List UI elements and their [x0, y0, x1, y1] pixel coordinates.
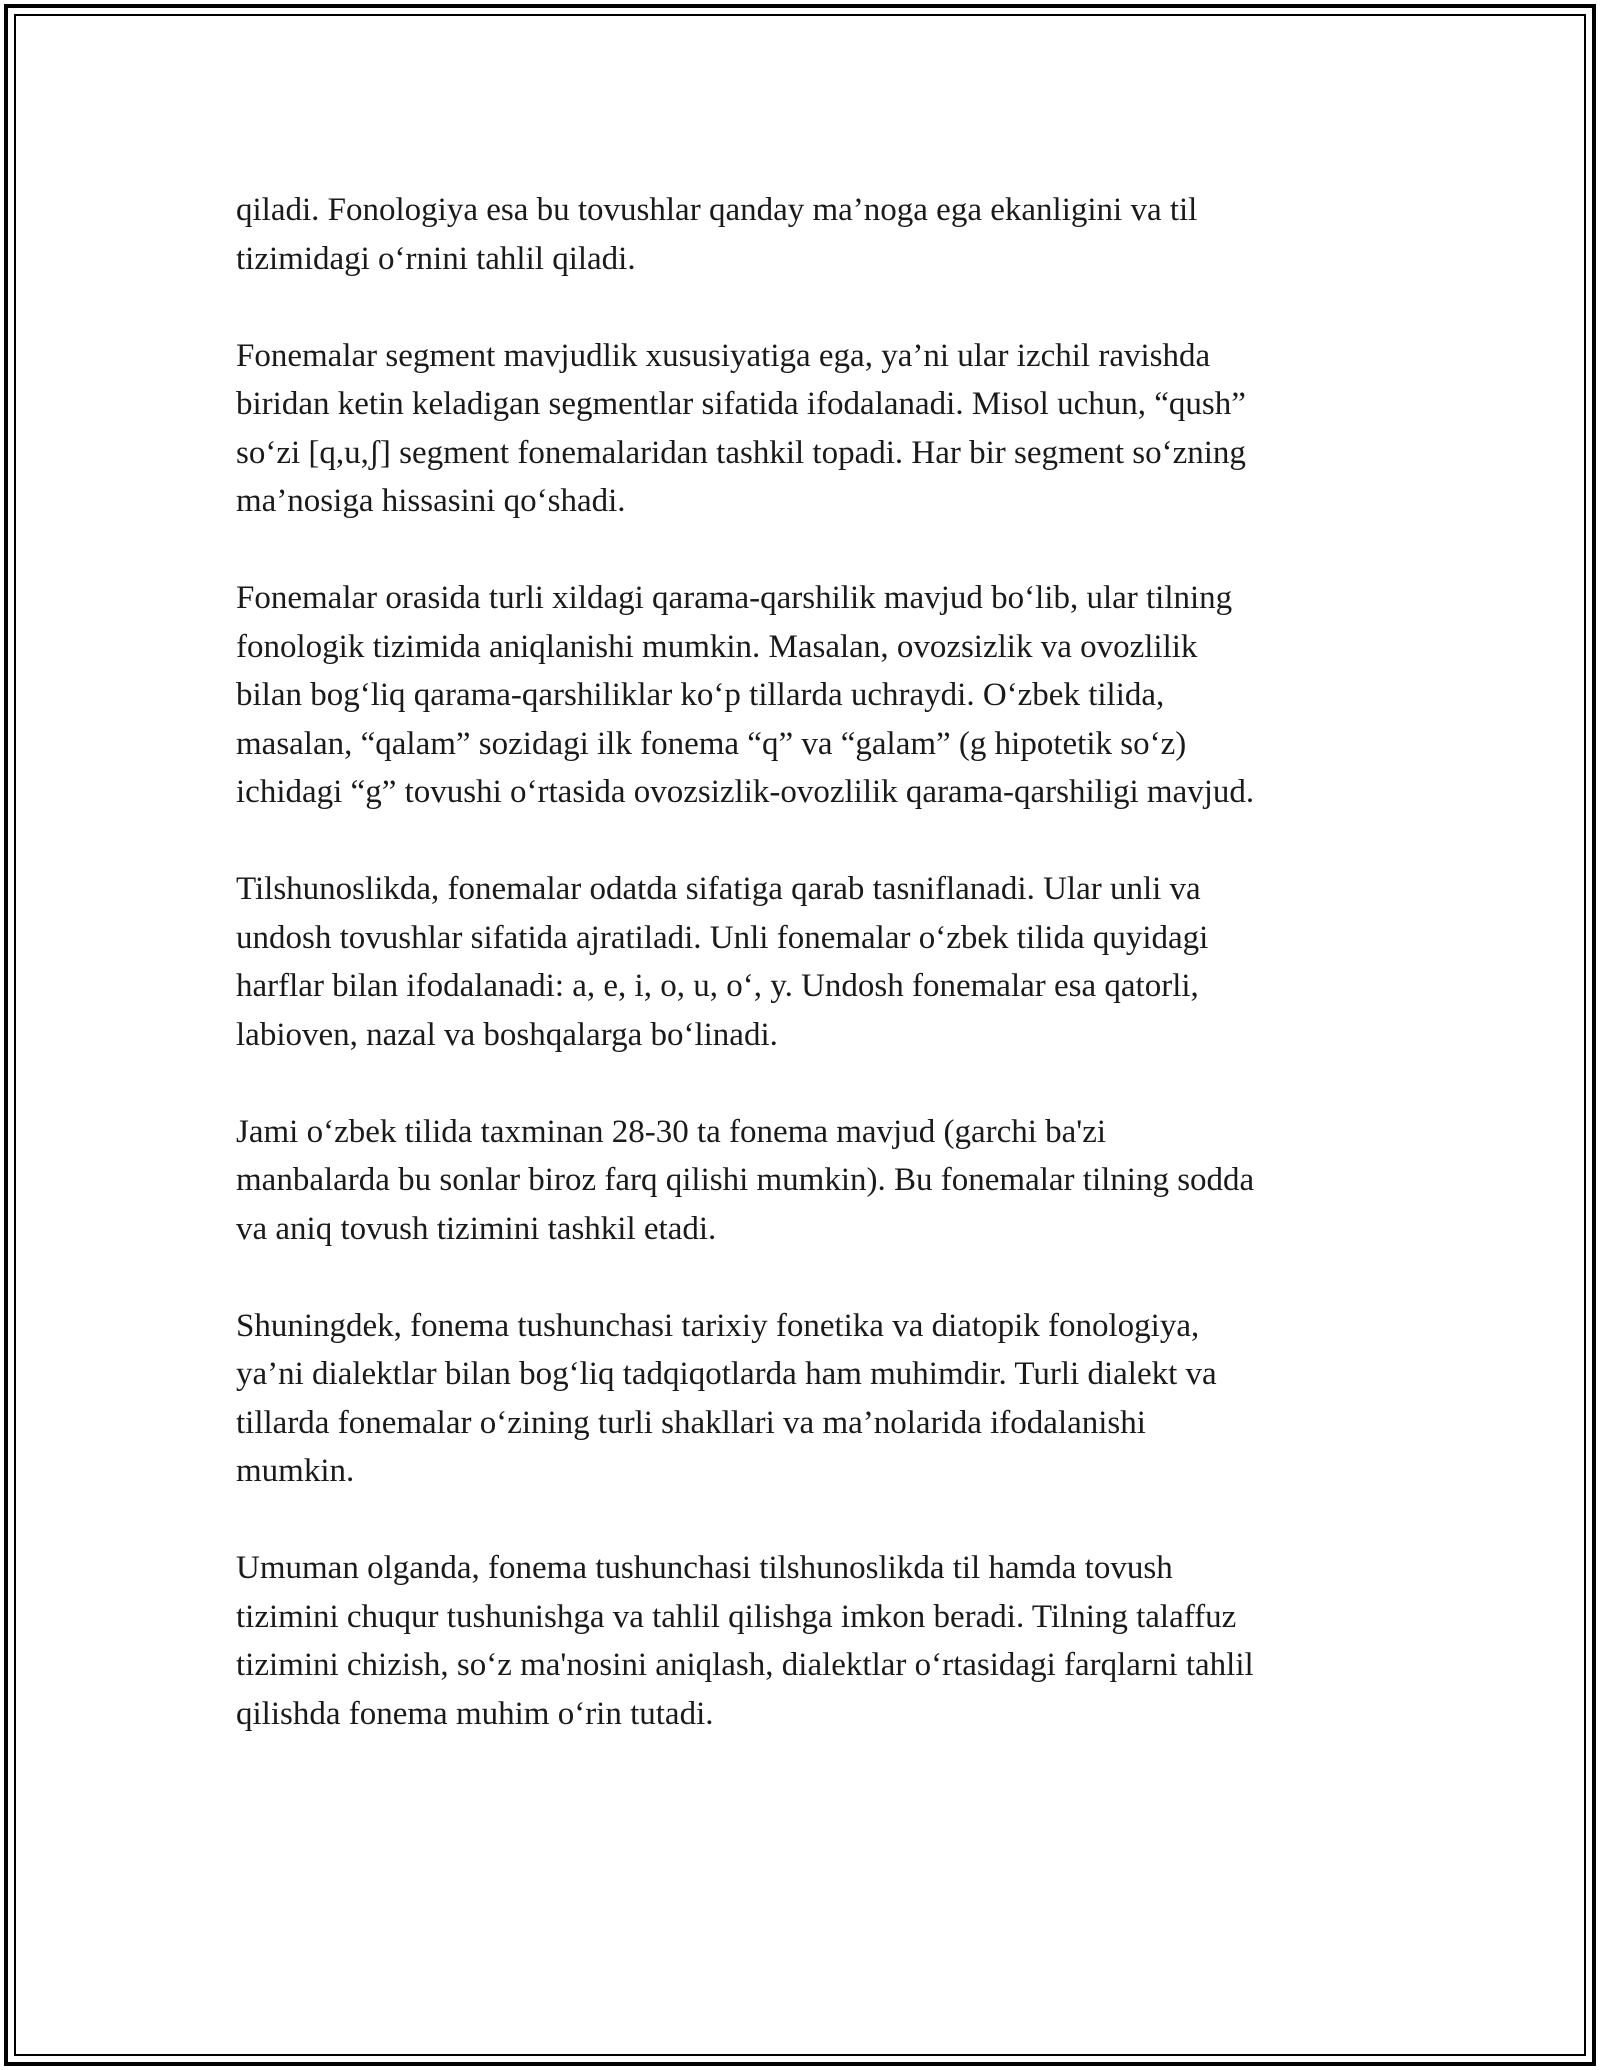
text-line: Shuningdek, fonema tushunchasi tarixiy fonetika va diatopik fonologiya,	[236, 1307, 1200, 1344]
text-line: manbalarda bu sonlar biroz farq qilishi mumkin). Bu fonemalar tilning sodda	[236, 1162, 1255, 1198]
paragraph-2	[236, 332, 1386, 526]
text-line: qiladi. Fonologiya esa bu tovushlar qanday ma’noga ega ekanligini va til	[236, 192, 1198, 228]
paragraph-7	[236, 1544, 1386, 1738]
text-line: va aniq tovush tizimini tashkil etadi.	[236, 1210, 717, 1247]
document-body	[236, 186, 1386, 1787]
text-line: so‘zi [q,u,ʃ] segment fonemalaridan tashkil topadi. Har bir segment so‘zning	[236, 434, 1246, 471]
paragraph-5	[236, 1108, 1386, 1254]
text-line: harflar bilan ifodalanadi: a, e, i, o, u, o‘, y. Undosh fonemalar esa qatorli,	[236, 968, 1199, 1004]
text-line: ma’nosiga hissasini qo‘shadi.	[236, 483, 626, 519]
text-line: ichidagi “g” tovushi o‘rtasida ovozsizlik-ovozlilik qarama-qarshiligi mavjud.	[236, 774, 1255, 810]
text-line: undosh tovushlar sifatida ajratiladi. Unli fonemalar o‘zbek tilida quyidagi	[236, 919, 1209, 956]
text-line: mumkin.	[236, 1453, 355, 1489]
text-line: qilishda fonema muhim o‘rin tutadi.	[236, 1695, 714, 1732]
text-line: bilan bog‘liq qarama-qarshiliklar ko‘p tillarda uchraydi. O‘zbek tilida,	[236, 677, 1165, 713]
text-line: tillarda fonemalar o‘zining turli shakllari va ma’nolarida ifodalanishi	[236, 1404, 1146, 1441]
text-line: Tilshunoslikda, fonemalar odatda sifatiga qarab tasniflanadi. Ular unli va	[236, 871, 1201, 907]
text-line: masalan, “qalam” sozidagi ilk fonema “q” va “galam” (g hipotetik so‘z)	[236, 725, 1187, 762]
text-line: ya’ni dialektlar bilan bog‘liq tadqiqotlarda ham muhimdir. Turli dialekt va	[236, 1356, 1217, 1392]
paragraph-1	[236, 186, 1386, 283]
text-line: labioven, nazal va boshqalarga bo‘linadi.	[236, 1016, 778, 1053]
text-line: biridan ketin keladigan segmentlar sifatida ifodalanadi. Misol uchun, “qush”	[236, 386, 1246, 422]
text-line: tizimidagi o‘rnini tahlil qiladi.	[236, 240, 636, 277]
paragraph-3	[236, 574, 1386, 817]
paragraph-6	[236, 1302, 1386, 1496]
text-line: tizimini chizish, so‘z ma'nosini aniqlash, dialektlar o‘rtasidagi farqlarni tahlil	[236, 1647, 1254, 1683]
text-line: Jami o‘zbek tilida taxminan 28-30 ta fonema mavjud (garchi ba'zi	[236, 1113, 1107, 1150]
paragraph-4	[236, 865, 1386, 1059]
text-line: Fonemalar orasida turli xildagi qarama-qarshilik mavjud bo‘lib, ular tilning	[236, 580, 1233, 616]
text-line: fonologik tizimida aniqlanishi mumkin. Masalan, ovozsizlik va ovozlilik	[236, 628, 1198, 665]
text-line: tizimini chuqur tushunishga va tahlil qilishga imkon beradi. Tilning talaffuz	[236, 1598, 1237, 1635]
text-line: Umuman olganda, fonema tushunchasi tilshunoslikda til hamda tovush	[236, 1550, 1173, 1586]
text-line: Fonemalar segment mavjudlik xususiyatiga ega, ya’ni ular izchil ravishda	[236, 337, 1211, 374]
